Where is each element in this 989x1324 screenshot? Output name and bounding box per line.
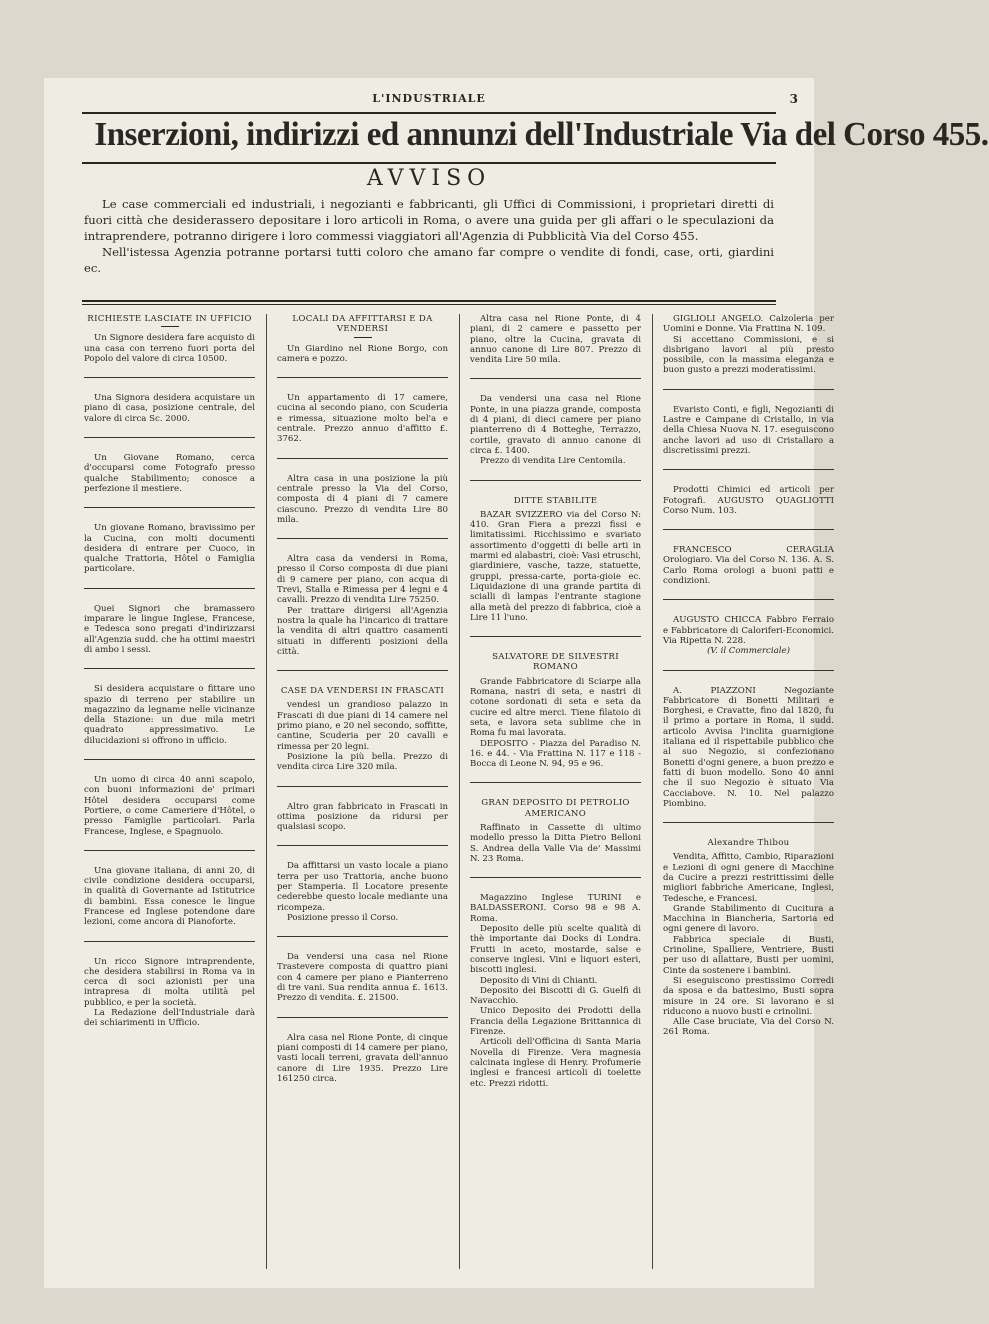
classified-item <box>277 554 448 657</box>
classified-item <box>663 314 834 376</box>
classified-item <box>277 1033 448 1084</box>
column-divider <box>266 314 267 1269</box>
classified-item <box>470 652 641 769</box>
column-divider <box>459 314 460 1269</box>
item-text: Un Signore desidera fare acquisto di una casa con terreno fuori porta del Popolo del valore di circa 10500. <box>84 333 255 364</box>
item-text: Si eseguiscono prestissimo Corredi da sposa e da battesimo, Busti sopra misure in 24 ore. Si lavorano e si riducono a nuovo busti e crinolini. <box>663 975 834 1017</box>
classified-item <box>84 775 255 837</box>
item-heading: DITTE STABILITE <box>513 495 598 506</box>
item-text: Altro gran fabbricato in Frascati in ottima posizione da ridursi per qualsiasi scopo. <box>277 801 448 833</box>
item-text: Posizione la più bella. Prezzo di vendita circa Lire 320 mila. <box>277 751 448 773</box>
item-text: Altra casa nel Rione Ponte, di 4 piani, di 2 camere e passetto per piano, oltre la Cucina, gravata di annuo canone di Lire 807. Prezzo di vendita Lire 50 mila. <box>470 314 641 366</box>
classified-item <box>84 957 255 1029</box>
item-text: Alle Case bruciate, Via del Corso N. 261 Roma. <box>663 1017 834 1038</box>
classified-item <box>470 496 641 624</box>
item-separator <box>84 850 255 851</box>
item-text: Deposito delle più scelte qualità di thè importante dai Docks di Londra. Frutti in aceto, mostarde, salse e conserve inglesi. Vini e liquori esteri, biscotti inglesi. <box>470 924 641 976</box>
column-4 <box>663 314 834 1269</box>
item-text: Prezzo di vendita Lire Centomila. <box>480 456 626 467</box>
item-text: Quei Signori che bramassero imparare le lingue Inglese, Francese, e Tedesca sono pregati d'indirizzarsi all'Agenzia sudd. che ha ottimi maestri di ambo i sessi. <box>84 603 255 655</box>
classified-item <box>84 866 255 928</box>
item-text: vendesi un grandioso palazzo in Frascati di due piani di 14 camere nel primo piano, e 20 nel secondo, soffitte, cantine, Scuderia per 20 cavalli e rimessa per 20 legni. <box>277 700 448 752</box>
heading-dash <box>161 326 179 327</box>
item-text: Alra casa nel Rione Ponte, di cinque piani composti di 14 camere per piano, vasti locali terreni, gravata dell'annuo canore di Lire 1935. Prezzo Lire 161250 circa. <box>277 1032 448 1084</box>
item-text: Si accettano Commissioni, e si disbrigano lavori al più presto possibile, con la massima eleganza e buon gusto a prezzi moderatissimi. <box>663 334 834 376</box>
classified-item <box>663 615 834 656</box>
item-text: Un uomo di circa 40 anni scapolo, con buoni informazioni de' primari Hôtel desidera occuparsi come Portiere, o come Cameriere d'Hôtel, o presso Famiglie particolari. Parla Francese, Inglese, e Spagnuolo. <box>84 775 255 837</box>
item-separator <box>277 670 448 671</box>
item-separator <box>277 458 448 459</box>
classified-item <box>277 474 448 525</box>
item-text: Un appartamento di 17 camere, cucina al secondo piano, con Scuderia e rimessa, situazione molto bel'a e centrale. Prezzo annuo d'affitto £. 3762. <box>277 393 448 445</box>
item-text: Unico Deposito dei Prodotti della Francia della Legazione Brittannica di Firenze. <box>470 1006 641 1038</box>
item-text: Da vendersi una casa nel Rione Ponte, in una piazza grande, composta di 4 piani, di dieci camere per piano pianterreno di 4 Botteghe, Terrazzo, cortile, gravato di annuo canone di circa £. 1400. <box>470 394 641 456</box>
item-text: AUGUSTO CHICCA Fabbro Ferraio e Fabbricatore di Caloriferi-Economici. Via Ripetta N. 228. <box>663 615 834 646</box>
item-text: Altra casa da vendersi in Roma, presso il Corso composta di due piani di 9 camere per piano, con acqua di Trevi, Stalla e Rimessa per 4 legni e 4 cavalli. Prezzo di vendita Lire 75250. <box>277 554 448 606</box>
item-text: Altra casa in una posizione la più centrale presso la Via del Corso, composta di 4 piani di 7 camere ciascuno. Prezzo di vendita Lire 80 mila. <box>277 473 448 525</box>
column-1 <box>84 314 255 1269</box>
item-text: Articoli dell'Officina di Santa Maria Novella di Firenze. Vera magnesia calcinata inglese di Henry. Profumerie inglesi e francesi articoli di toelette etc. Prezzi ridotti. <box>470 1037 641 1089</box>
item-text: Posizione presso il Corso. <box>287 912 399 923</box>
item-text: Magazzino Inglese TURINI e BALDASSERONI. Corso 98 e 98 A. Roma. <box>470 893 641 924</box>
item-text: Fabbrica speciale di Busti, Crinoline, Spalliere, Ventriere, Busti per uso di allattare, Busti per uomini, Cinte da sostenere i bambini. <box>663 934 834 976</box>
headline-rule <box>82 162 776 164</box>
item-text: Una giovane italiana, di anni 20, di civile condizione desidera occuparsi, in qualità di Governante ad Istitutrice di bambini. Essa conesce le lingue Francese ed Inglese potendone dare lezioni, come ancora di Pianoforte. <box>84 865 255 928</box>
item-separator <box>84 668 255 669</box>
item-text: Grande Stabilimento di Cucitura a Macchina in Biancheria, Sartoria ed ogni genere di lavoro. <box>663 903 834 935</box>
page-number: 3 <box>789 92 798 106</box>
item-heading: GRAN DEPOSITO DI PETROLIO AMERICANO <box>481 798 630 819</box>
item-separator <box>470 480 641 481</box>
item-separator <box>470 782 641 783</box>
classified-item <box>84 314 255 364</box>
item-text: Un ricco Signore intraprendente, che desidera stabilirsi in Roma va in cerca di soci azionisti per una intrapresa di molta utilità pel pubblico, e per la società. <box>84 956 255 1008</box>
running-title: L'INDUSTRIALE <box>372 92 486 105</box>
classified-item <box>277 802 448 833</box>
item-separator <box>663 670 834 671</box>
classified-item <box>663 405 834 456</box>
item-separator <box>277 538 448 539</box>
classified-item <box>470 314 641 365</box>
item-text: DEPOSITO - Piazza del Paradiso N. 16. e 44. - Via Frattina N. 117 e 118 - Bocca di Leone N. 94, 95 e 96. <box>470 738 641 770</box>
item-separator <box>663 529 834 530</box>
newspaper-page <box>44 78 989 1288</box>
item-separator <box>84 941 255 942</box>
item-separator <box>277 1017 448 1018</box>
item-note: (V. il Commerciale) <box>707 646 790 657</box>
classified-item <box>663 838 834 1038</box>
classified-item <box>277 393 448 444</box>
classified-item <box>84 604 255 655</box>
avviso-rule-1 <box>82 300 776 302</box>
classified-item <box>84 684 255 746</box>
item-text: Deposito dei Biscotti di G. Guelfi di Navacchio. <box>470 985 641 1007</box>
column-2 <box>277 314 448 1269</box>
classified-item <box>84 523 255 574</box>
classified-item <box>84 453 255 494</box>
item-text: Un giovane Romano, bravissimo per la Cucina, con molti documenti desidera di entrare per Cuoco, in qualche Trattoria, Hôtel o Famiglia particolare. <box>84 523 255 575</box>
running-header <box>44 92 814 112</box>
item-separator <box>470 378 641 379</box>
column-divider <box>652 314 653 1269</box>
avviso-notice <box>84 196 774 276</box>
item-text: Evaristo Conti, e figli, Negozianti di Lastre e Campane di Cristallo, in via della Chiesa Nuova N. 17. eseguiscono anche lavori ad uso di Cristallaro a discretissimi prezzi. <box>663 404 834 456</box>
classified-item <box>277 861 448 923</box>
item-text: Una Signora desidera acquistare un piano di casa, posizione centrale, del valore di circa Sc. 2000. <box>84 393 255 424</box>
item-separator <box>663 599 834 600</box>
item-separator <box>470 636 641 637</box>
item-text: BAZAR SVIZZERO via del Corso N: 410. Gran Fiera a prezzi fissi e limitatissimi. Ricchissimo e svariato assortimento d'oggetti di belle arti in marmi ed alabastri, cioè: Vasi etruschi, giardiniere, vasche, tazze, statuette, gruppi, pressa-carte, porta-gioie ec. Liquidazione di una grande partita di scialli di lampas l'entrante stagione alla metà del prezzo di fabbrica, cioè a Lire 11 l'uno. <box>470 509 641 623</box>
heading-dash <box>354 337 372 338</box>
item-text: Vendita, Affitto, Cambio, Riparazioni e Lezioni di ogni genere di Macchine da Cucire a prezzi restrittissimi delle migliori fabbriche Americane, Inglesi, Tedesche, e Francesi. <box>663 852 834 904</box>
item-text: Per trattare dirigersi all'Agenzia nostra la quale ha l'incarico di trattare la vendita di altri quattro casamenti situati in differenti posizioni della città. <box>277 605 448 657</box>
item-separator <box>84 437 255 438</box>
avviso-paragraph: Nell'istessa Agenzia potranne portarsi tutti coloro che amano far compre o vendite di fondi, case, orti, giardini ec. <box>84 245 774 275</box>
item-separator <box>277 845 448 846</box>
classified-item <box>277 952 448 1003</box>
item-heading: LOCALI DA AFFITTARSI E DA VENDERSI <box>292 314 433 335</box>
item-separator <box>663 822 834 823</box>
item-text: Grande Fabbricatore di Sciarpe alla Romana, nastri di seta, e nastri di cotone sordonati di seta e seta da cucire ed altre merci. Tiene filatoio di seta, e lavora seta sublime che in Roma fu mai lavorata. <box>470 676 641 739</box>
item-separator <box>277 377 448 378</box>
classified-item <box>470 798 641 864</box>
headline: Inserzioni, indirizzi ed annunzi dell'Industriale Via del Corso 455. <box>94 116 989 153</box>
item-text: A. PIAZZONI Negoziante Fabbricatore di Bonetti Militari e Borghesi, e Cravatte, fino dal 1820, fu il primo a portare in Roma, il sudd. articolo Avvisa l'inclita guarnigione italiana ed il rispettabile pubblico che al suo Negozio, si confezionano Bonetti d'ogni genere, a buon prezzo e fatti di buon modello. Sono 40 anni che il suo Negozio è situato Via Cacciabove. N. 10. Nel palazzo Piombino. <box>663 685 834 809</box>
item-separator <box>277 936 448 937</box>
item-text: La Redazione dell'Industriale darà dei schiarimenti in Ufficio. <box>84 1008 255 1029</box>
item-text: Si desidera acquistare o fittare uno spazio di terreno per stabilire un magazzino da legname nelle vicinanze della Stazione: un due mila metri quadrato appressimativo. Le dilucidazioni si offrono in ufficio. <box>84 684 255 746</box>
avviso-title: AVVISO <box>366 166 492 191</box>
classified-item <box>277 314 448 364</box>
item-heading: RICHIESTE LASCIATE IN UFFICIO <box>87 314 252 324</box>
item-heading: CASE DA VENDERSI IN FRASCATI <box>280 686 445 697</box>
classified-item <box>277 686 448 772</box>
item-text: GIGLIOLI ANGELO. Calzoleria per Uomini e Donne. Via Frattina N. 109. <box>663 314 834 335</box>
item-text: Da affittarsi un vasto locale a piano terra per uso Trattoria, anche buono per Stamperia. Il Locatore presente cederebbe questo locale mediante una ricompeza. <box>277 861 448 913</box>
item-separator <box>470 877 641 878</box>
item-separator <box>84 588 255 589</box>
item-heading: SALVATORE DE SILVESTRI ROMANO <box>492 652 619 673</box>
classified-item <box>470 893 641 1089</box>
item-text: Deposito di Vini di Chianti. <box>480 975 598 986</box>
classified-item <box>470 394 641 466</box>
item-text: FRANCESCO CERAGLIA Orologiaro. Via del Corso N. 136. A. S. Carlo Roma orologi a buoni patti e condizioni. <box>663 545 834 587</box>
item-text: Prodotti Chimici ed articoli per Fotografi. AUGUSTO QUAGLIOTTI Corso Num. 103. <box>663 485 834 516</box>
classified-columns <box>84 314 834 1269</box>
item-text: Da vendersi una casa nel Rione Trastevere composta di quattro piani con 4 camere per piano e Pianterreno di tre vani. Sua rendita annua £. 1613. Prezzo di vendita. £. 21500. <box>277 952 448 1004</box>
classified-item <box>663 545 834 586</box>
avviso-rule-2 <box>82 304 776 305</box>
classified-item <box>663 686 834 810</box>
item-separator <box>84 759 255 760</box>
header-rule-top <box>82 112 776 114</box>
item-separator <box>663 469 834 470</box>
classified-item <box>663 485 834 516</box>
avviso-paragraph: Le case commerciali ed industriali, i negozianti e fabbricanti, gli Uffici di Commissioni, i proprietari diretti di fuori città che desiderassero depositare i loro articoli in Roma, o avere una guida per gli affari o le speculazioni da intraprendere, potranno dirigere i loro commessi viaggiatori all'Agenzia di Pubblicità Via del Corso 455. <box>84 197 774 243</box>
item-separator <box>277 786 448 787</box>
item-separator <box>84 507 255 508</box>
item-heading: Alexandre Thibou <box>707 838 790 849</box>
item-text: Raffinato in Cassette di ultimo modello presso la Ditta Pietro Belloni S. Andrea della Valle Via de' Massimi N. 23 Roma. <box>470 822 641 864</box>
item-separator <box>84 377 255 378</box>
item-text: Un Giovane Romano, cerca d'occuparsi come Fotografo presso qualche Stabilimento; conosce a perfezione il mestiere. <box>84 453 255 494</box>
item-separator <box>663 389 834 390</box>
column-3 <box>470 314 641 1269</box>
classified-item <box>84 393 255 424</box>
item-text: Un Giardino nel Rione Borgo, con camera e pozzo. <box>277 343 448 364</box>
